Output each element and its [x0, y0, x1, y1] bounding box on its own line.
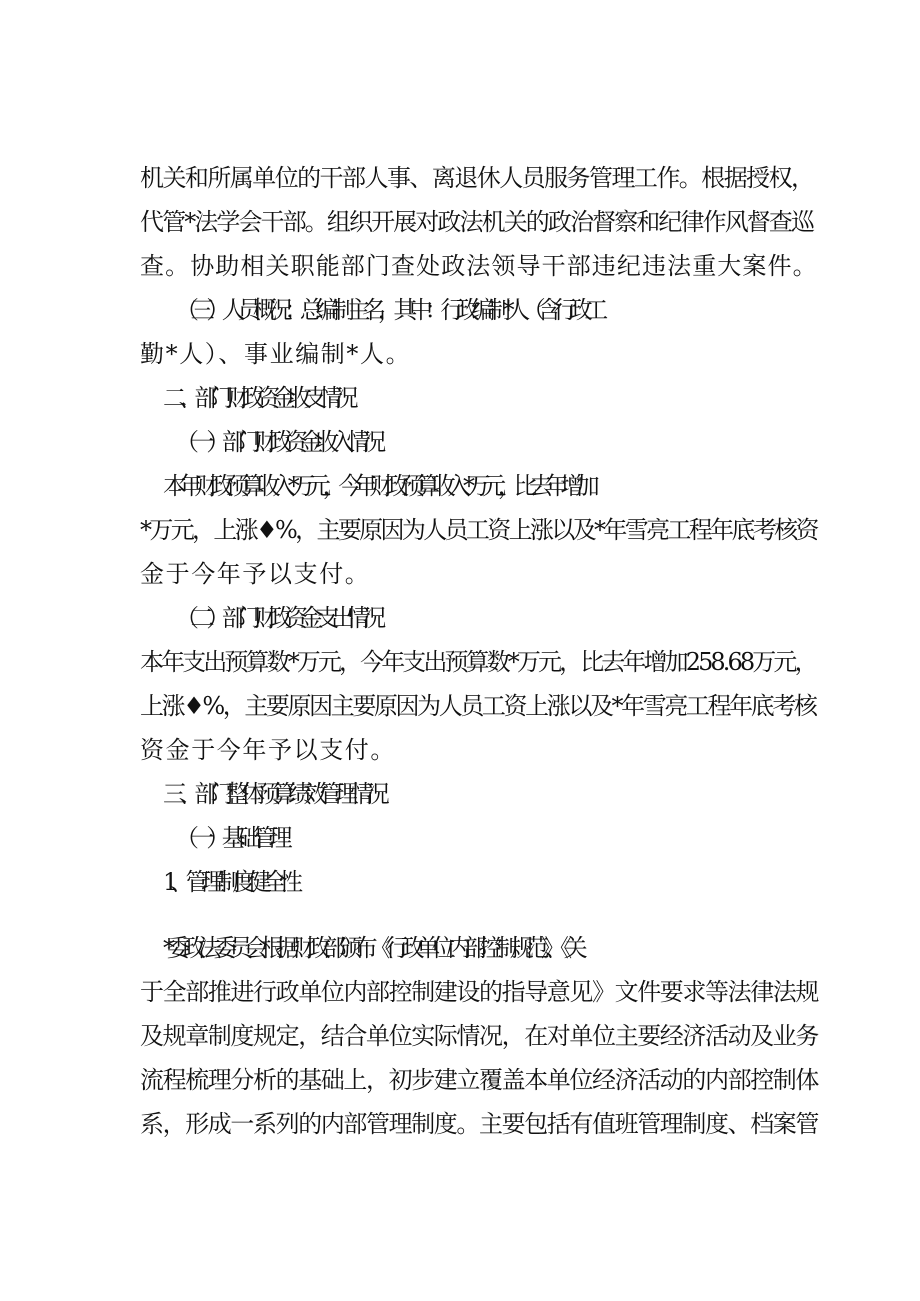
section-heading: 二、部门财政资金收支情况 — [163, 384, 351, 412]
section-heading: 1、管理制度健全性 — [163, 868, 295, 896]
paragraph-line: 机关和所属单位的干部人事、离退休人员服务管理工作。根据授权， — [140, 164, 814, 192]
section-heading: （三）人员概况：总编制主名，其中：行政编制*人（含行政工 — [175, 296, 600, 324]
paragraph-line: 勤*人）、事业编制*人。 — [140, 340, 412, 368]
paragraph-line: *万元，上涨♦%，主要原因为人员工资上涨以及*年雪亮工程年底考核资 — [140, 516, 817, 544]
paragraph-line: 流程梳理分析的基础上，初步建立覆盖本单位经济活动的内部控制体 — [140, 1066, 818, 1094]
paragraph-line: 金于今年予以支付。 — [140, 560, 371, 588]
paragraph-line: 代管*法学会干部。组织开展对政法机关的政治督察和纪律作风督查巡 — [140, 208, 814, 236]
paragraph-line: 本年支出预算数*万元，今年支出预算数*万元，比去年增加258.68万元， — [140, 648, 816, 676]
paragraph-line: 本年财政预算收入*万元，今年财政预算收入*万元，比去年增加 — [163, 472, 592, 500]
paragraph-line: 上涨♦%，主要原因主要原因为人员工资上涨以及*年雪亮工程年底考核 — [140, 692, 816, 720]
section-heading: （二）部门财政资金支出情况 — [175, 604, 378, 632]
section-heading: （一）基础管理 — [175, 824, 285, 852]
paragraph-line: 系，形成一系列的内部管理制度。主要包括有值班管理制度、档案管 — [140, 1110, 818, 1138]
paragraph-line: 资金于今年予以支付。 — [140, 736, 396, 764]
paragraph-line: 及规章制度规定，结合单位实际情况，在对单位主要经济活动及业务 — [140, 1022, 818, 1050]
paragraph-line: *委政法委员会根据财政部颁布《行政单位内部控制规范》、《关 — [163, 934, 580, 962]
section-heading: （一）部门财政资金收入情况 — [175, 428, 378, 456]
section-heading: 三、部门整体预算绩效管理情况 — [163, 780, 382, 808]
paragraph-line: 查。协助相关职能部门查处政法领导干部违纪违法重大案件。 — [140, 252, 818, 280]
paragraph-line: 于全部推进行政单位内部控制建设的指导意见》文件要求等法律法规 — [140, 978, 818, 1006]
